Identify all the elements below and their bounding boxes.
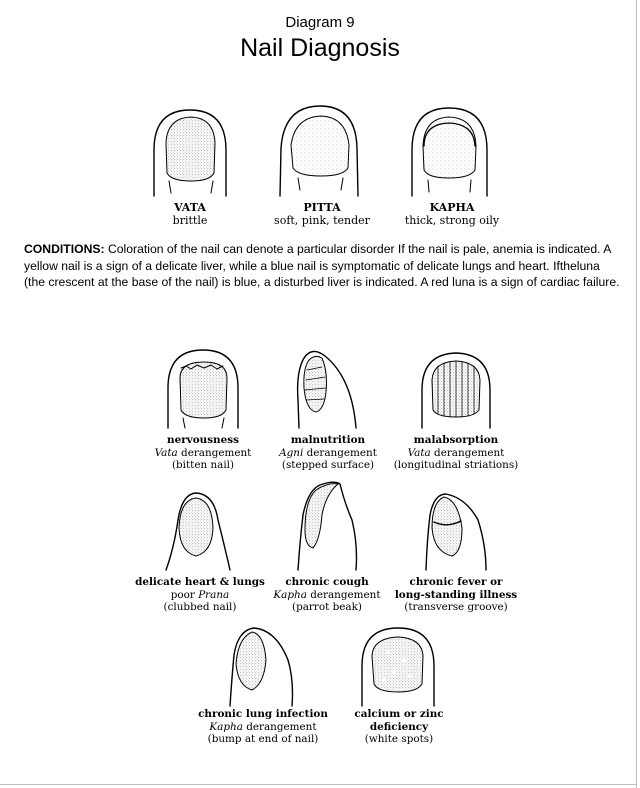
parrot-beak-note: (parrot beak) [292, 601, 362, 613]
transverse-groove-label: chronic fever or [409, 576, 503, 588]
pitta-label: PITTA [303, 201, 341, 214]
bump-nail-label: chronic lung infection [198, 708, 328, 720]
malnutrition-note: (stepped surface) [281, 459, 375, 471]
malabsorption-caption: malabsorption Vata derangement (longitudinal striations) [388, 434, 524, 472]
transverse-groove-finger-illustration [426, 494, 486, 570]
malabsorption-note: (longitudinal striations) [393, 459, 519, 471]
kapha-description: thick, strong oily [404, 213, 500, 227]
nervousness-label: nervousness [167, 434, 239, 446]
transverse-groove-note: (transverse groove) [404, 601, 508, 613]
kapha-label: KAPHA [429, 201, 475, 214]
nervousness-finger-illustration [168, 350, 238, 428]
parrot-beak-finger-illustration [298, 482, 357, 570]
bump-nail-finger-illustration [230, 628, 293, 706]
clubbed-nail-label: delicate heart & lungs [135, 576, 265, 588]
page-title: Nail Diagnosis [240, 34, 400, 62]
malnutrition-dosha: Agni [279, 446, 304, 459]
clubbed-nail-dosha: Prana [198, 588, 230, 601]
pitta-finger-illustration [280, 106, 358, 196]
clubbed-nail-note: (clubbed nail) [163, 601, 237, 613]
diagram-label: Diagram 9 [285, 14, 355, 31]
bump-nail-note: (bump at end of nail) [207, 733, 319, 745]
nervousness-caption: nervousness Vata derangement (bitten nail) [140, 434, 266, 472]
kapha-caption [392, 202, 512, 227]
white-spots-note: (white spots) [364, 733, 434, 745]
white-spots-finger-illustration [362, 628, 434, 706]
white-spots-label-2: deficiency [369, 720, 429, 733]
clubbed-nail-finger-illustration [166, 493, 230, 570]
vata-caption [140, 202, 240, 227]
vata-finger-illustration [154, 110, 226, 196]
malabsorption-label: malabsorption [413, 434, 499, 446]
malabsorption-dosha: Vata [407, 446, 431, 459]
conditions-paragraph [24, 241, 620, 291]
bump-nail-caption: chronic lung infection Kapha derangement (bump at end of nail) [196, 708, 330, 746]
white-spots-label: calcium or zinc [354, 708, 444, 720]
malnutrition-finger-illustration [298, 351, 356, 428]
parrot-beak-caption: chronic cough Kapha derangement (parrot beak) [262, 576, 392, 614]
vata-description: brittle [172, 213, 208, 227]
conditions-text: Coloration of the nail can denote a particular disorder If the nail is pale, anemia is indicated. A yellow nail is a sign of a delicate liver, while a blue nail is symptomatic of delicate lungs and heart. Iftheluna (the crescent at the base of the nail) is blue, a disturbed liver is indicated. A red luna is a sign of cardiac failure. [24, 242, 620, 289]
vata-label: VATA [174, 201, 206, 214]
parrot-beak-label: chronic cough [285, 576, 369, 588]
malnutrition-caption: malnutrition Agni derangement (stepped surface) [264, 434, 392, 472]
kapha-finger-illustration [412, 108, 487, 196]
transverse-groove-label-2: long-standing illness [394, 588, 518, 601]
pitta-caption [258, 202, 386, 227]
nervousness-note: (bitten nail) [171, 459, 235, 471]
transverse-groove-caption [394, 576, 518, 614]
bump-nail-dosha: Kapha [209, 720, 243, 733]
parrot-beak-dosha: Kapha [273, 588, 307, 601]
malnutrition-label: malnutrition [290, 434, 366, 446]
white-spots-caption [340, 708, 458, 746]
malabsorption-finger-illustration [422, 353, 490, 428]
pitta-description: soft, pink, tender [274, 213, 370, 227]
clubbed-nail-caption: delicate heart & lungs poor Prana (clubbed nail) [132, 576, 268, 614]
conditions-heading: CONDITIONS: [24, 242, 105, 256]
nervousness-dosha: Vata [154, 446, 178, 459]
